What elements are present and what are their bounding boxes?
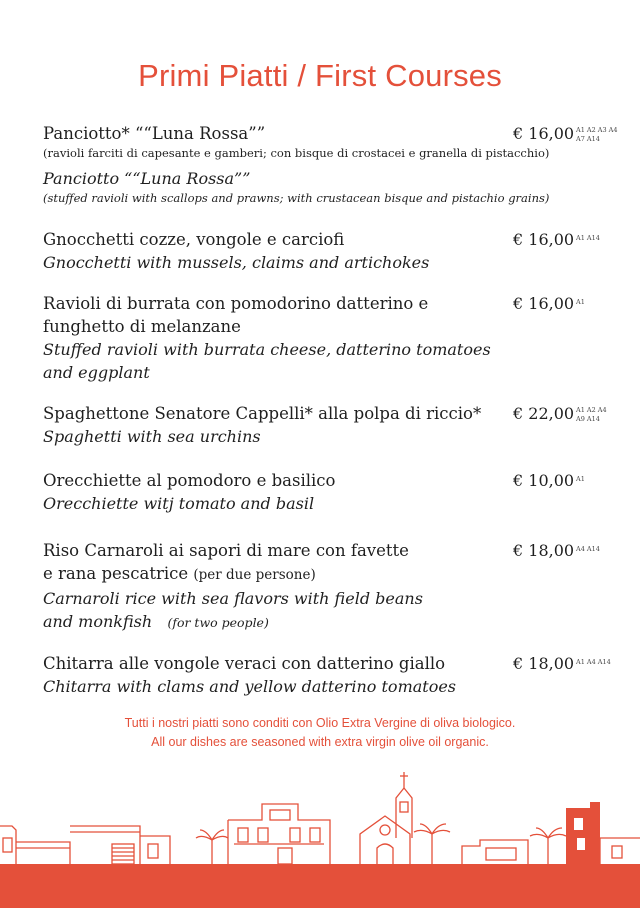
allergen-line: A1 A4 A14: [576, 658, 611, 666]
allergen-codes: [576, 406, 636, 423]
dish-name: Orecchiette al pomodoro e basilico: [43, 471, 336, 490]
dish-name-english: Carnaroli rice with sea flavors with field beans: [43, 589, 423, 608]
allergen-line: A1 A14: [576, 234, 600, 242]
dish-price: € 16,00: [513, 124, 575, 143]
dish-price: € 16,00: [513, 294, 575, 313]
dish-name-english: Gnocchetti with mussels, claims and artichokes: [43, 253, 430, 272]
allergen-line: A4 A14: [576, 545, 600, 553]
dish-name-english-line2: [43, 610, 633, 634]
dish-name-english-text: and monkfish: [43, 612, 153, 631]
allergen-line: A9 A14: [576, 414, 600, 423]
allergen-codes: [576, 126, 636, 143]
dish-name: Riso Carnaroli ai sapori di mare con favette: [43, 541, 409, 560]
dish-name: Chitarra alle vongole veraci con datterino giallo: [43, 654, 446, 673]
olive-oil-note: [0, 714, 640, 752]
dish-name-english: Spaghetti with sea urchins: [43, 427, 261, 446]
dish-name: Ravioli di burrata con pomodorino datterino e: [43, 294, 429, 313]
dish-price: € 22,00: [513, 404, 575, 423]
allergen-line: A1: [576, 298, 585, 306]
dish-name-english: Orecchiette witj tomato and basil: [43, 494, 315, 513]
allergen-codes: [576, 475, 636, 484]
dish-name: Panciotto* ““Luna Rossa””: [43, 124, 266, 143]
serving-note: (per due persone): [193, 567, 316, 583]
dish-price: € 18,00: [513, 541, 575, 560]
allergen-line: A1 A2 A3 A4: [576, 126, 618, 134]
dish-price: € 18,00: [513, 654, 575, 673]
dish-name-english-line2: and eggplant: [43, 363, 150, 382]
dish-name-english: Chitarra with clams and yellow datterino tomatoes: [43, 677, 457, 696]
page-title: Primi Piatti / First Courses: [138, 58, 502, 93]
olive-oil-note-italian: Tutti i nostri piatti sono conditi con Olio Extra Vergine di oliva biologico.: [124, 716, 516, 730]
dish-description-english: (stuffed ravioli with scallops and prawns; with crustacean bisque and pistachio grains): [43, 191, 550, 205]
olive-oil-note-english: All our dishes are seasoned with extra virgin olive oil organic.: [151, 735, 489, 749]
dish-price: € 10,00: [513, 471, 575, 490]
allergen-codes: [576, 658, 636, 667]
dish-name-english: Panciotto ““Luna Rossa””: [43, 169, 251, 188]
dish-name: Spaghettone Senatore Cappelli* alla polpa di riccio*: [43, 404, 482, 423]
town-skyline-illustration: [0, 764, 640, 908]
allergen-codes: [576, 298, 636, 307]
allergen-line: A1: [576, 475, 585, 483]
allergen-codes: [576, 545, 636, 554]
dish-name: Gnocchetti cozze, vongole e carciofi: [43, 230, 345, 249]
dish-price: € 16,00: [513, 230, 575, 249]
dish-name-line2: funghetto di melanzane: [43, 317, 241, 336]
allergen-line: A7 A14: [576, 134, 600, 143]
dish-name-text: e rana pescatrice: [43, 564, 189, 583]
dish-name-english: Stuffed ravioli with burrata cheese, datterino tomatoes: [43, 340, 491, 359]
dish-name-line2: [43, 562, 633, 587]
dish-description: (ravioli farciti di capesante e gamberi; con bisque di crostacei e granella di pistacchio): [43, 146, 550, 160]
allergen-codes: [576, 234, 636, 243]
serving-note-english: (for two people): [167, 615, 269, 630]
allergen-line: A1 A2 A4: [576, 406, 607, 414]
